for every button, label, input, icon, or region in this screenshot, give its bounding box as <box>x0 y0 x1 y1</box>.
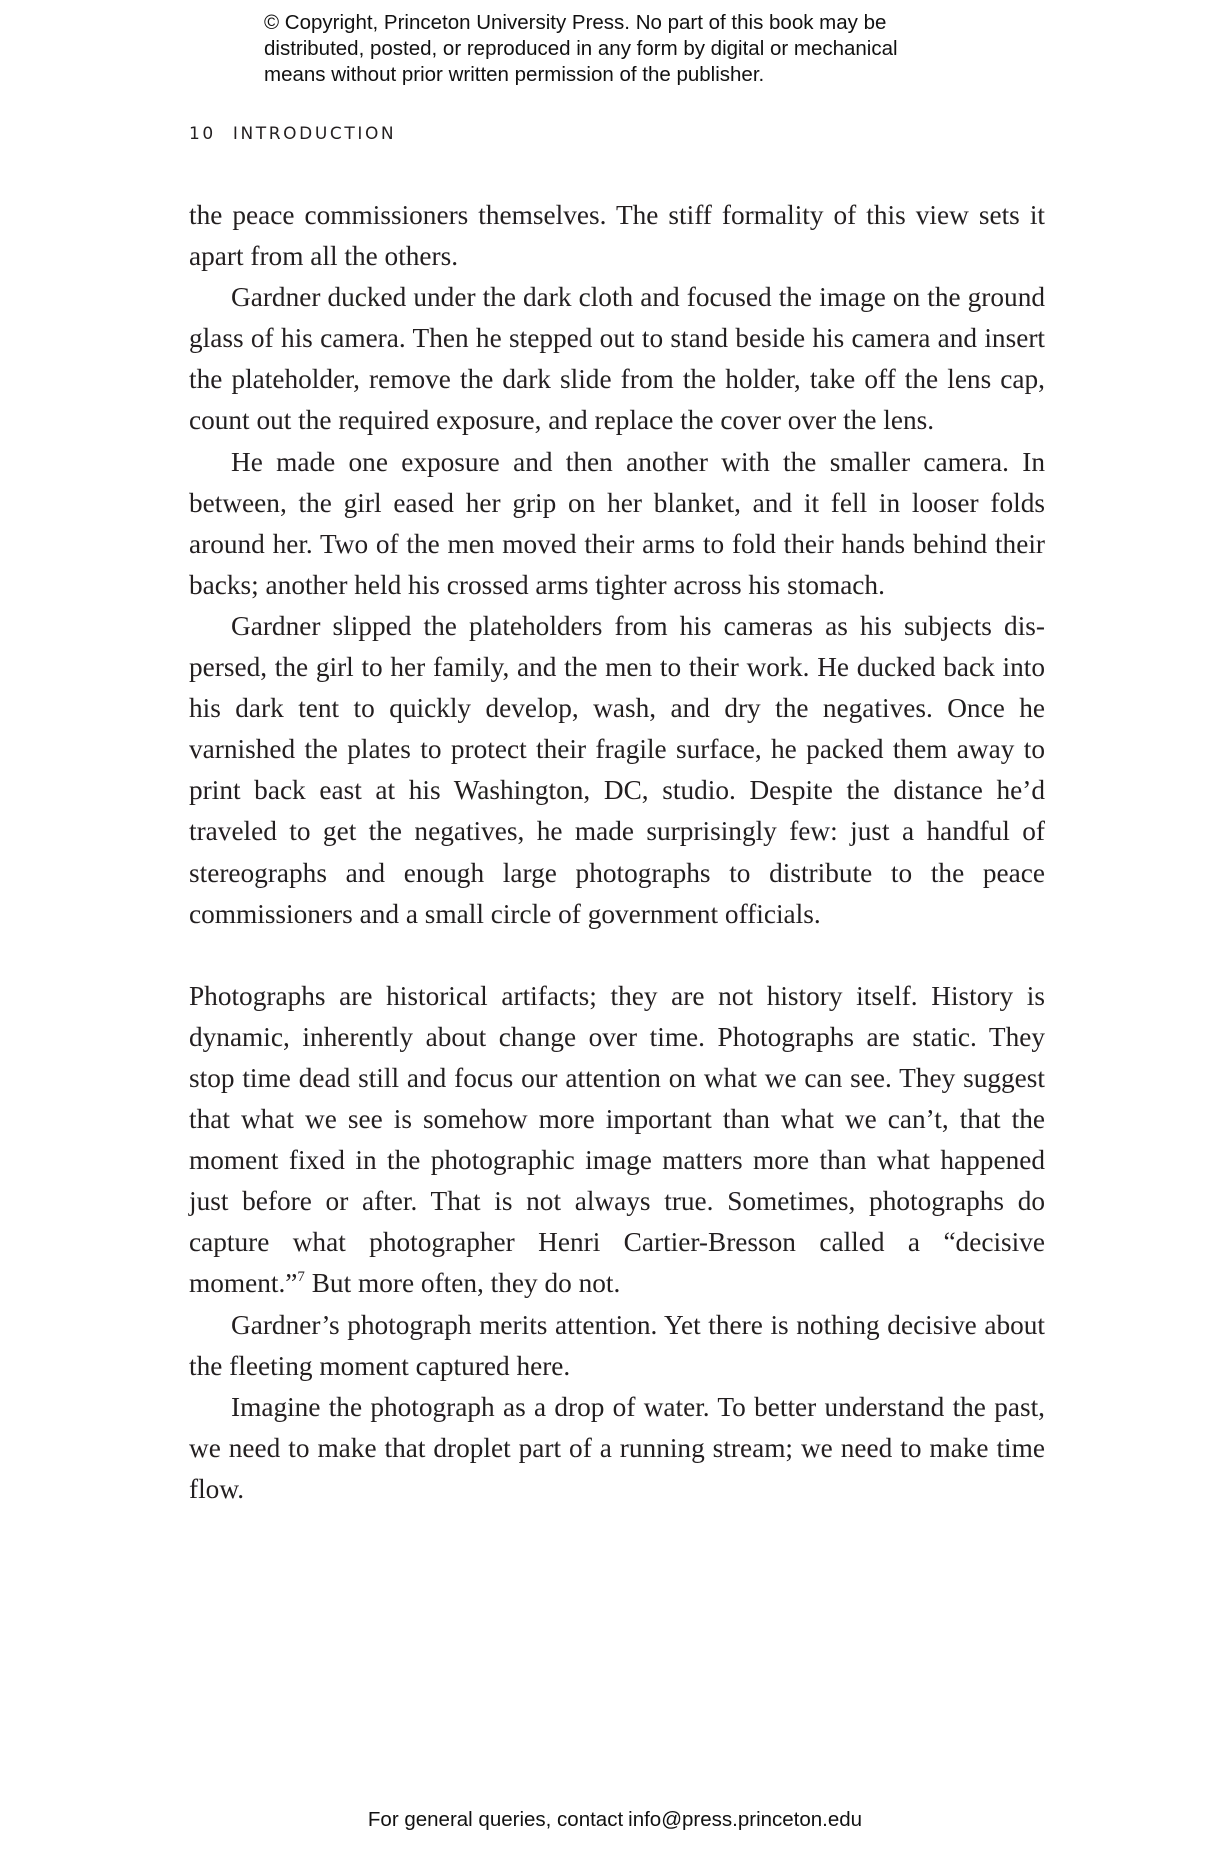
paragraph: Imagine the photograph as a drop of water. To better understand the past, we need to make that droplet part of a running stream; we need to make time flow. <box>189 1391 1045 1504</box>
paragraph-text-continued: But more often, they do not. <box>304 1268 621 1299</box>
copyright-line: means without prior written permission of the publisher. <box>264 63 765 86</box>
paragraph: the peace commissioners themselves. The stiff formality of this view sets it apart from all the others. <box>189 200 1045 272</box>
running-head <box>189 124 396 144</box>
paragraph: Gardner slipped the plateholders from his cameras as his subjects dispersed, the girl to her family, and the men to their work. He ducked back into his dark tent to quickly develop, wash, and dry the negatives. Once he varnished the plates to protect their fragile surface, he packed them away to print back east at his Washington, DC, studio. Despite the distance he’d traveled to get the negatives, he made surprisingly few: just a handful of stereographs and enough large photographs to distribute to the peace commissioners and a small circle of government officials. <box>189 610 1045 929</box>
paragraph: Gardner ducked under the dark cloth and focused the image on the ground glass of his camera. Then he stepped out to stand beside his camera and insert the plateholder, remove the dark slide from the holder, take off the lens cap, count out the required exposure, and replace the cover over the lens. <box>189 282 1045 436</box>
body-text <box>189 195 1045 1510</box>
paragraph: Gardner’s photograph merits attention. Yet there is nothing decisive about the fleeting moment captured here. <box>189 1309 1045 1381</box>
copyright-line: distributed, posted, or reproduced in any form by digital or mechanical <box>264 37 898 60</box>
copyright-notice <box>264 10 1024 88</box>
chapter-title: INTRODUCTION <box>232 124 397 144</box>
footer-contact <box>0 1808 1225 1832</box>
page-number: 10 <box>189 124 216 144</box>
paragraph: He made one exposure and then another with the smaller camera. In between, the girl eased her grip on her blanket, and it fell in looser folds around her. Two of the men moved their arms to fold their hands behind their backs; another held his crossed arms tighter across his stomach. <box>189 446 1045 600</box>
footnote-reference[interactable]: 7 <box>297 1269 305 1286</box>
copyright-line: © Copyright, Princeton University Press. No part of this book may be <box>264 11 887 34</box>
footer-label: For general queries, contact <box>367 1808 624 1831</box>
footer-email[interactable]: info@press.princeton.edu <box>628 1808 863 1831</box>
paragraph-text: Photographs are historical artifacts; they are not history itself. History is dynamic, inherently about change over time. Photographs are static. They stop time dead still and focus our attention on what we can see. They suggest that what we see is somehow more important than what we can’t, that the moment fixed in the photographic image matters more than what happened just before or after. That is not always true. Sometimes, photographs do capture what photographer Henri Cartier-Bresson called a “decisive moment.” <box>189 980 1045 1299</box>
paragraph-section-start <box>189 976 1045 1305</box>
